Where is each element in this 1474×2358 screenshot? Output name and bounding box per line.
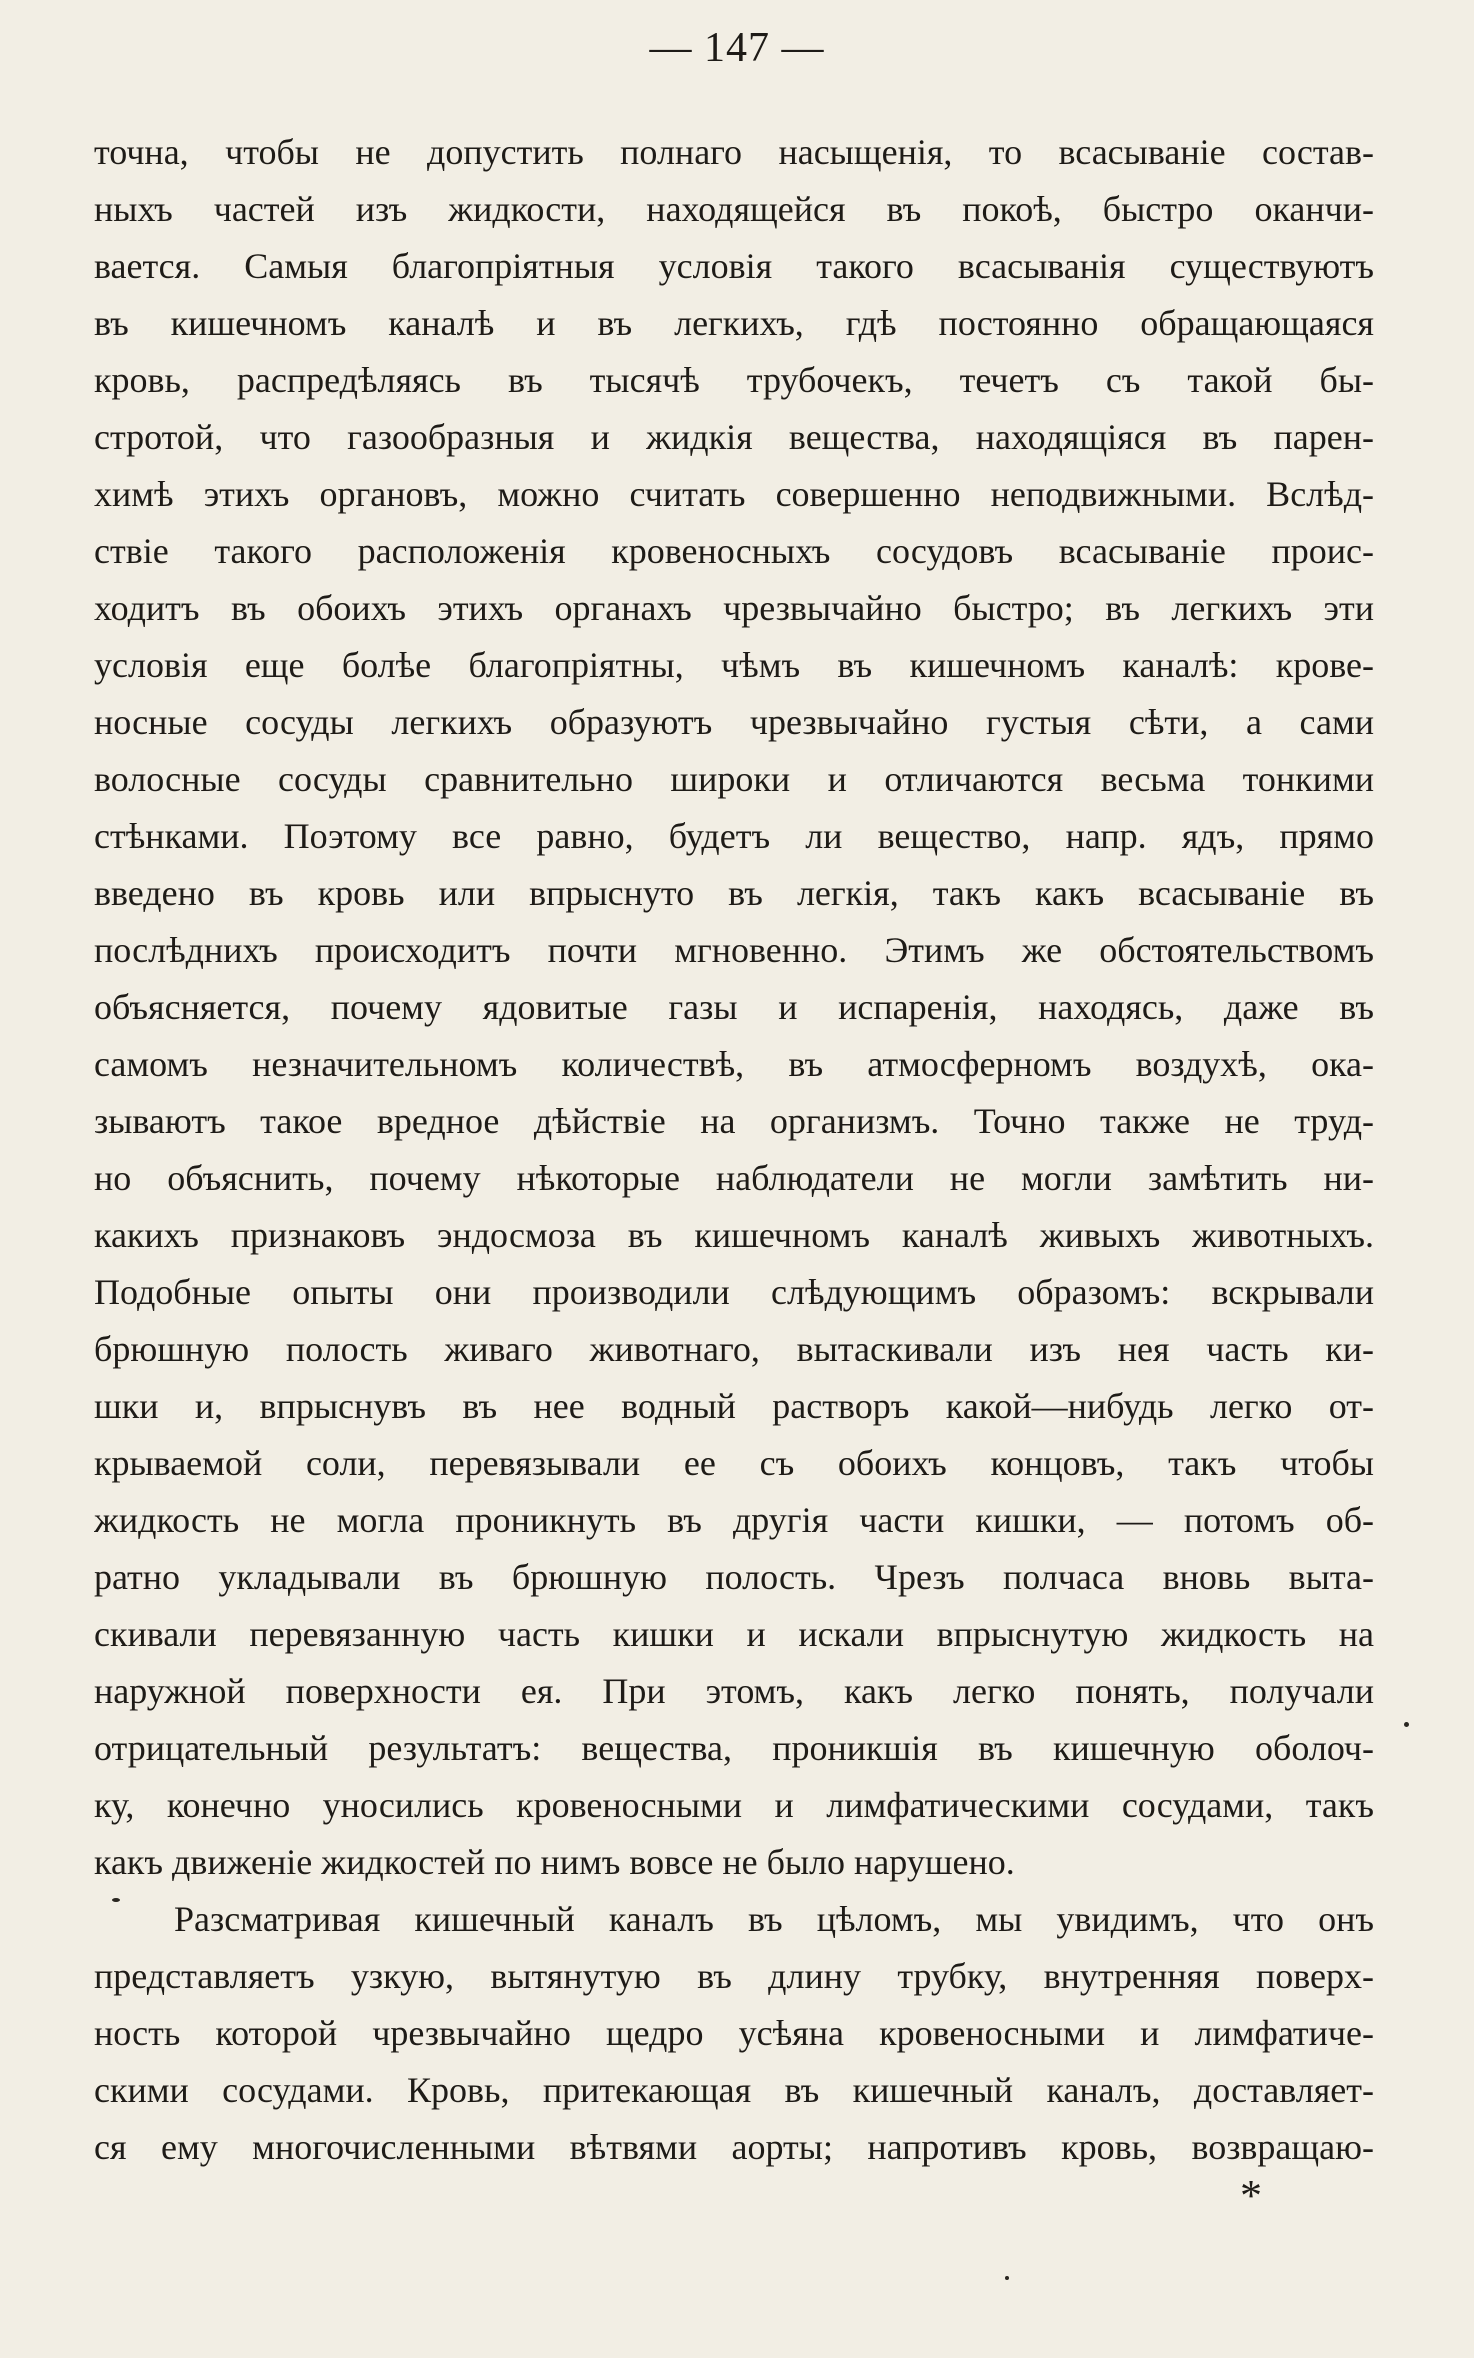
ink-speck	[1005, 2276, 1009, 2280]
text-line: Подобные опыты они производили слѣдующимъ образомъ: вскрывали	[94, 1272, 1374, 1312]
paragraph-end-line: какъ движеніе жидкостей по нимъ вовсе не было нарушено.	[94, 1842, 1015, 1882]
text-line: жидкость не могла проникнуть въ другія части кишки, — потомъ об-	[94, 1500, 1374, 1540]
text-line: условія еще болѣе благопріятны, чѣмъ въ кишечномъ каналѣ: крове-	[94, 645, 1374, 685]
text-line: какихъ признаковъ эндосмоза въ кишечномъ каналѣ живыхъ животныхъ.	[94, 1215, 1374, 1255]
text-line: точна, чтобы не допустить полнаго насыщенія, то всасываніе состав-	[94, 132, 1374, 172]
ink-speck	[1404, 1722, 1409, 1727]
text-line: ныхъ частей изъ жидкости, находящейся въ покоѣ, быстро оканчи-	[94, 189, 1374, 229]
paragraph-start-line: Разсматривая кишечный каналъ въ цѣломъ, мы увидимъ, что онъ	[174, 1899, 1374, 1939]
text-line: ратно укладывали въ брюшную полость. Чрезъ полчаса вновь выта-	[94, 1557, 1374, 1597]
ink-speck	[112, 1898, 120, 1902]
text-line: въ кишечномъ каналѣ и въ легкихъ, гдѣ постоянно обращающаяся	[94, 303, 1374, 343]
text-line: ность которой чрезвычайно щедро усѣяна кровеносными и лимфатиче-	[94, 2013, 1374, 2053]
text-line: скивали перевязанную часть кишки и искали впрыснутую жидкость на	[94, 1614, 1374, 1654]
body-text	[94, 124, 1374, 2176]
text-line: но объяснить, почему нѣкоторые наблюдатели не могли замѣтить ни-	[94, 1158, 1374, 1198]
text-line: введено въ кровь или впрыснуто въ легкія, такъ какъ всасываніе въ	[94, 873, 1374, 913]
text-line: носные сосуды легкихъ образуютъ чрезвычайно густыя сѣти, а сами	[94, 702, 1374, 742]
text-line: стѣнками. Поэтому все равно, будетъ ли вещество, напр. ядъ, прямо	[94, 816, 1374, 856]
text-line: самомъ незначительномъ количествѣ, въ атмосферномъ воздухѣ, ока-	[94, 1044, 1374, 1084]
text-line: наружной поверхности ея. При этомъ, какъ легко понять, получали	[94, 1671, 1374, 1711]
text-line: ходитъ въ обоихъ этихъ органахъ чрезвычайно быстро; въ легкихъ эти	[94, 588, 1374, 628]
text-line: стротой, что газообразныя и жидкія вещества, находящіяся въ парен-	[94, 417, 1374, 457]
text-line: вается. Самыя благопріятныя условія такого всасыванія существуютъ	[94, 246, 1374, 286]
text-line: объясняется, почему ядовитые газы и испаренія, находясь, даже въ	[94, 987, 1374, 1027]
text-line: ку, конечно уносились кровеносными и лимфатическими сосудами, такъ	[94, 1785, 1374, 1825]
text-line: шки и, впрыснувъ въ нее водный растворъ какой—нибудь легко от-	[94, 1386, 1374, 1426]
text-line: отрицательный результатъ: вещества, проникшія въ кишечную оболоч-	[94, 1728, 1374, 1768]
text-line: ствіе такого расположенія кровеносныхъ сосудовъ всасываніе проис-	[94, 531, 1374, 571]
text-line: брюшную полость живаго животнаго, вытаскивали изъ нея часть ки-	[94, 1329, 1374, 1369]
text-line: представляетъ узкую, вытянутую въ длину трубку, внутренняя поверх-	[94, 1956, 1374, 1996]
text-line: послѣднихъ происходитъ почти мгновенно. Этимъ же обстоятельствомъ	[94, 930, 1374, 970]
page-number: — 147 —	[649, 25, 825, 71]
text-line: волосные сосуды сравнительно широки и отличаются весьма тонкими	[94, 759, 1374, 799]
text-line: ся ему многочисленными вѣтвями аорты; напротивъ кровь, возвращаю-	[94, 2127, 1374, 2167]
text-line: зываютъ такое вредное дѣйствіе на организмъ. Точно также не труд-	[94, 1101, 1374, 1141]
signature-mark: *	[1240, 2171, 1262, 2220]
text-line: кровь, распредѣляясь въ тысячѣ трубочекъ, течетъ съ такой бы-	[94, 360, 1374, 400]
text-line: крываемой соли, перевязывали ее съ обоихъ концовъ, такъ чтобы	[94, 1443, 1374, 1483]
text-line: скими сосудами. Кровь, притекающая въ кишечный каналъ, доставляет-	[94, 2070, 1374, 2110]
text-line: химѣ этихъ органовъ, можно считать совершенно неподвижными. Вслѣд-	[94, 474, 1374, 514]
